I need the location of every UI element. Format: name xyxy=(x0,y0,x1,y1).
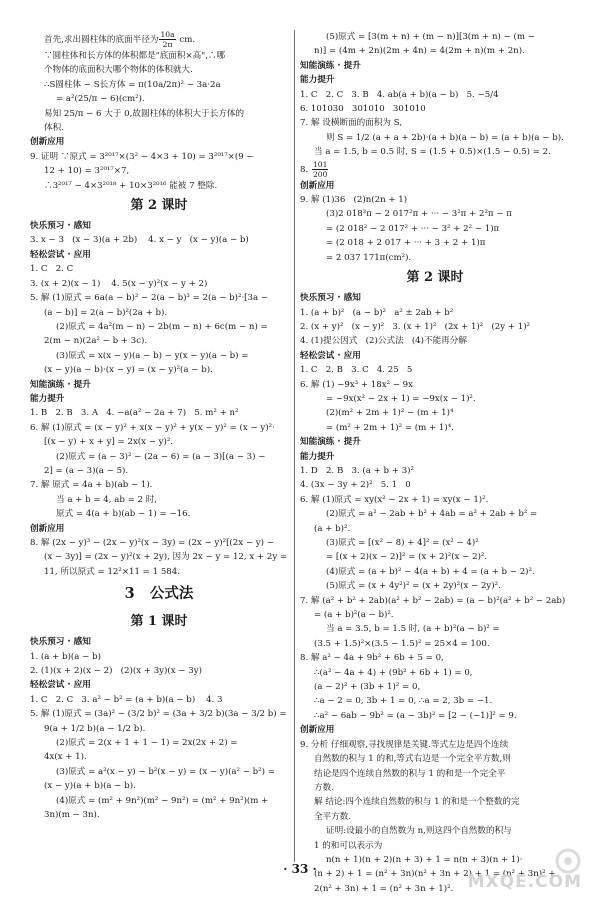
text-line: (3)2 018²π − 2 017²π + ··· − 3²π + 2²π − π xyxy=(326,209,512,220)
text-line: 当 a = 1.5, b = 0.5 时, S = (1.5 + 0.5)×(1.5 − 0.5) = 2. xyxy=(314,147,551,158)
text-line: = (2 018² − 2 017² + ··· − 3² + 2² − 1)π xyxy=(326,223,500,234)
text-line: 2(n² + 3n) + 1 = (n² + 3n + 1)². xyxy=(314,883,454,894)
section-heading: 快乐预习 · 感知 xyxy=(30,637,91,648)
fraction: $\frac{10a}{2\pi}$ xyxy=(160,30,175,49)
text-line: 1. (a + b)(a − b) xyxy=(30,651,101,662)
section-heading: 轻松尝试 · 应用 xyxy=(300,350,361,361)
text-line: (2)(m² + 2m + 1)² − (m + 1)⁴ xyxy=(326,408,454,419)
lesson-title: 第 1 课时 xyxy=(130,614,188,630)
section-heading: 知能演练 · 提升 xyxy=(300,60,361,71)
text-line: (4)原式 = (a + b)² − 4(a + b) + 4 = (a + b − 2)². xyxy=(326,566,535,577)
text-line: 个物体的底面积大哪个物体的体积就大. xyxy=(44,65,193,76)
text-line: 1. C 2. C xyxy=(30,264,74,275)
section-heading: 创新应用 xyxy=(300,180,335,191)
watermark: MXQE.COM xyxy=(467,871,582,892)
text-line: 5. 解 (1)原式 = 6a(a − b)² − 2(a − b)³ = 2(a − b)²·[3a − xyxy=(30,293,269,304)
text-line: = 2 037 171π(cm²). xyxy=(326,252,412,263)
text-line: 11, 所以原式 = 12²×11 = 1 584. xyxy=(44,566,180,577)
text-line: 1. D 2. B 3. (a + b + 3)² xyxy=(300,465,414,476)
text-line: = −9x(x² − 2x + 1) = −9x(x − 1)². xyxy=(326,393,476,404)
text-line: (2)原式 = 4a²(m − n) − 2b(m − n) + 6c(m − n) = xyxy=(56,321,268,332)
text-line: (3.5 + 1.5)²×(3.5 − 1.5)² = 25×4 = 100. xyxy=(314,638,490,649)
text-line: 方数. xyxy=(314,782,334,793)
text-line: 2] = (a − 3)(a − 5). xyxy=(44,465,129,476)
text-line: 2. (x + y)² (x − y)² 3. (x + 1)² (2x + 1)² (2y + 1)² xyxy=(300,321,531,332)
text-line: 1. C 2. C 3. a² − b² = (a + b)(a − b) 4. 3 xyxy=(30,694,223,705)
section-heading: 轻松尝试 · 应用 xyxy=(30,680,91,691)
text-line: 6. 解 (1)原式 = xy(x² − 2x + 1) = xy(x − 1)². xyxy=(300,494,489,505)
text-line: ∴a² − 6ab − 9b² = (a − 3b)² = [2 − (−1)]² = 9. xyxy=(314,710,517,721)
text-line: (3)原式 = [(x² − 8) + 4]² = (x² − 4)² xyxy=(326,538,479,548)
text-line: 9. 分析 仔细观察,寻找规律是关键.等式左边是四个连续 xyxy=(300,739,509,750)
text-line: = (2 018 + 2 017 + ··· + 3 + 2 + 1)π xyxy=(326,238,486,249)
text-line: 9(a + 1/2 b)(a − 1/2 b). xyxy=(44,723,146,734)
left-column xyxy=(30,30,288,823)
text-line: 8. $\frac{101}{200}$ xyxy=(300,159,328,179)
text-line: (2)原式 = a² − 2ab + b² + 4ab = a² + 2ab + b² = xyxy=(326,509,538,520)
text-line: 8. 解 a² − 4a + 9b² + 6b + 5 = 0, xyxy=(300,653,444,664)
text-line: 3. (x + 2)(x − 1) 4. 5(x − y)²(x − y + 2) xyxy=(30,278,208,289)
page-number: · 33 · xyxy=(283,862,317,876)
text-line: 3n)(m − 3n). xyxy=(44,810,100,821)
text-line: 1 的和可以表示为 xyxy=(314,840,383,851)
text-line: 9. 解 (1)36 (2)n(2n + 1) xyxy=(300,195,408,206)
section-heading: 创新应用 xyxy=(30,137,65,148)
text-line: 全平方数. xyxy=(314,811,352,822)
section-heading: 快乐预习 · 感知 xyxy=(30,221,91,232)
text-line: ∴S圆柱体 − S长方体 = π(10a/2π)² − 3a·2a xyxy=(44,79,221,90)
fraction: $\frac{101}{200}$ xyxy=(312,159,328,179)
lesson-title: 第 2 课时 xyxy=(406,270,464,286)
text-line: 原式 = 4(a + b)(ab − 1) = −16. xyxy=(56,509,191,520)
text-line: 2(m − n)(2a² − b + 3c). xyxy=(44,336,148,347)
text-line: (x − y)(a − b)·(x − y) = (x − y)²(a − b). xyxy=(44,365,213,376)
text-line: (a + b)². xyxy=(314,523,351,534)
chapter-title: 3 公式法 xyxy=(124,585,194,603)
text-line: (a − b)] = 2(a − b)²(2a + b). xyxy=(44,307,168,318)
text-line: = a²(25/π − 6)(cm²). xyxy=(56,94,145,105)
text-line: 7. 解 设横断面的面积为 S, xyxy=(300,118,403,129)
text-line: (n + 2) + 1 = (n² + 3n)(n² + 3n + 2) + 1 = (n² + 3n)² + xyxy=(314,869,556,880)
text-line: (3)原式 = x(x − y)(a − b) − y(x − y)(a − b) = xyxy=(56,350,249,361)
text-line: (a − 2)² + (3b + 1)² = 0, xyxy=(314,682,421,693)
text-line: 3. x − 3 (x − 3)(a + 2b) 4. x − y (x − y)(a − b) xyxy=(30,235,249,246)
text-line: = (a + b)²(a − b)². xyxy=(314,610,394,621)
text-line: = [(x + 2)(x − 2)]² = (x + 2)²(x − 2)². xyxy=(326,552,488,563)
text-line: 9. 证明 ∵原式 = 3²⁰¹⁷×(3² − 4×3 + 10) = 3²⁰¹⁷×(9 − xyxy=(30,151,254,162)
text-line: n(n + 1)(n + 2)(n + 3) + 1 = n(n + 3)(n + 1)· xyxy=(326,854,523,865)
text-line: 当 a = 3.5, b = 1.5 时, (a + b)²(a − b)² = xyxy=(326,624,500,635)
text-line: ∴3²⁰¹⁷ − 4×3²⁰¹⁸ + 10×3²⁰¹⁶ 能被 7 整除. xyxy=(44,180,218,191)
text-line: ∵圆柱体和长方体的体积都是"底面积×高",∴哪 xyxy=(44,51,226,61)
text-line: 自然数的积与 1 的和,等式右边是一个完全平方数,则 xyxy=(314,754,511,765)
text-line: 体积. xyxy=(44,123,64,134)
section-heading: 快乐预习 · 感知 xyxy=(300,293,361,304)
text-line: (3)原式 = a²(x − y) − b²(x − y) = (x − y)(a² − b²) = xyxy=(56,766,275,777)
subsection-heading: 能力提升 xyxy=(300,451,335,462)
text-line: 结论是四个连续自然数的积与 1 的和是一个完全平 xyxy=(314,768,506,779)
subsection-heading: 能力提升 xyxy=(30,393,65,404)
section-heading: 知能演练 · 提升 xyxy=(300,437,361,448)
section-heading: 创新应用 xyxy=(300,725,335,736)
text-line: 6. 解 (1) −9x³ + 18x² − 9x xyxy=(300,379,413,390)
text-line: 2. (1)(x + 2)(x − 2) (2)(x + 3y)(x − 3y) xyxy=(30,666,202,677)
text-line: (x − 3y)] = (2x − y)²(x + 2y), 因为 2x − y = 12, x + 2y = xyxy=(44,552,288,563)
text-line: = (m² + 2m + 1)² = (m + 1)⁴. xyxy=(326,422,454,433)
text-line: (2)原式 = (a − 3)² − (2a − 6) = (a − 3)[(a − 3) − xyxy=(56,451,266,462)
text-line: ∴a − 2 = 0, 3b + 1 = 0, ∴a = 2, 3b = −1. xyxy=(314,696,493,707)
text-line: 1. B 2. B 3. A 4. −a(a² − 2a + 7) 5. m² + n² xyxy=(30,408,239,419)
text-line: 则 S = 1/2 (a + a + 2b)·(a + b)(a − b) = (a + b)(a − b). xyxy=(326,132,564,143)
section-heading: 知能演练 · 提升 xyxy=(30,379,91,390)
text-line: 4. (3x − 3y + 2)² 5. 1 0 xyxy=(300,480,411,491)
text-line: 6. 101030 301010 301010 xyxy=(300,104,426,115)
text-line: (5)原式 = [3(m + n) + (m − n)][3(m + n) − (m − xyxy=(326,32,535,42)
text-line: 6. 解 (1)原式 = (x − y)² + x(x − y)² + y(x − y)² = (x − y)²· xyxy=(30,422,275,433)
text-line: 8. 解 (2x − y)³ − (2x − y)²(x − 3y) = (2x − y)²[(2x − y) − xyxy=(30,538,274,548)
lesson-title: 第 2 课时 xyxy=(130,198,188,214)
text-line: (x − y)(a + b)(a − b). xyxy=(44,781,136,792)
text-line: 4. (1)提公因式 (2)公式法 (4)不能再分解 xyxy=(300,336,467,347)
text-line: 5. 解 (1)原式 = (3a)² − (3/2 b)² = (3a + 3/2 b)(3a − 3/2 b) = xyxy=(30,709,287,720)
text-line: 1. C 2. C 3. B 4. ab(a + b)(a − b) 5. −5/4 xyxy=(300,89,499,100)
text-line: ∴(a² − 4a + 4) + (9b² + 6b + 1) = 0, xyxy=(314,667,473,678)
text-line: [(x − y) + x + y] = 2x(x − y)². xyxy=(44,437,174,448)
text-line: 证明:设最小的自然数为 n,则这四个自然数的积与 xyxy=(326,826,512,837)
text-line: (2)原式 = 2(x + 1 + 1 − 1) = 2x(2x + 2) = xyxy=(56,738,238,749)
section-heading: 轻松尝试 · 应用 xyxy=(30,249,91,260)
text-line: n)] = (4m + 2n)(2m + 4n) = 4(2m + n)(m + 2n). xyxy=(314,46,525,57)
right-column xyxy=(300,30,570,896)
text-line: 易知 25/π − 6 大于 0,故圆柱体的体积大于长方体的 xyxy=(44,108,245,119)
text-line: (5)原式 = (x + 4y²)² = (x + 2y)²(x − 2y)². xyxy=(326,581,501,592)
text-line: 首先,求出圆柱体的底面半径为 $\frac{10a}{2\pi}$ cm. xyxy=(44,30,196,49)
text-line: 7. 解 (a² + b² + 2ab)(a² + b² − 2ab) = (a − b)²(a² + b² − 2ab) xyxy=(300,595,566,606)
column-divider xyxy=(294,30,295,862)
text-line: 1. (a + b)² (a − b)² a² ± 2ab + b² xyxy=(300,307,454,318)
text-line: 7. 解 原式 = 4a + b)(ab − 1). xyxy=(30,480,153,491)
text-line: 解 结论:四个连续自然数的积与 1 的和是一个整数的完 xyxy=(314,797,520,808)
text-line: (4)原式 = (m² + 9n²)(m² − 9n²) = (m² + 9n²)(m + xyxy=(56,795,269,806)
text-line: 4x(x + 1). xyxy=(44,752,87,763)
subsection-heading: 能力提升 xyxy=(300,75,335,86)
text-line: 12 + 10) = 3²⁰¹⁷×7, xyxy=(44,166,130,177)
section-heading: 创新应用 xyxy=(30,523,65,534)
text-line: 当 a + b = 4, ab = 2 时, xyxy=(56,494,158,505)
text-line: 1. C 2. B 3. C 4. 25 5 xyxy=(300,365,413,376)
